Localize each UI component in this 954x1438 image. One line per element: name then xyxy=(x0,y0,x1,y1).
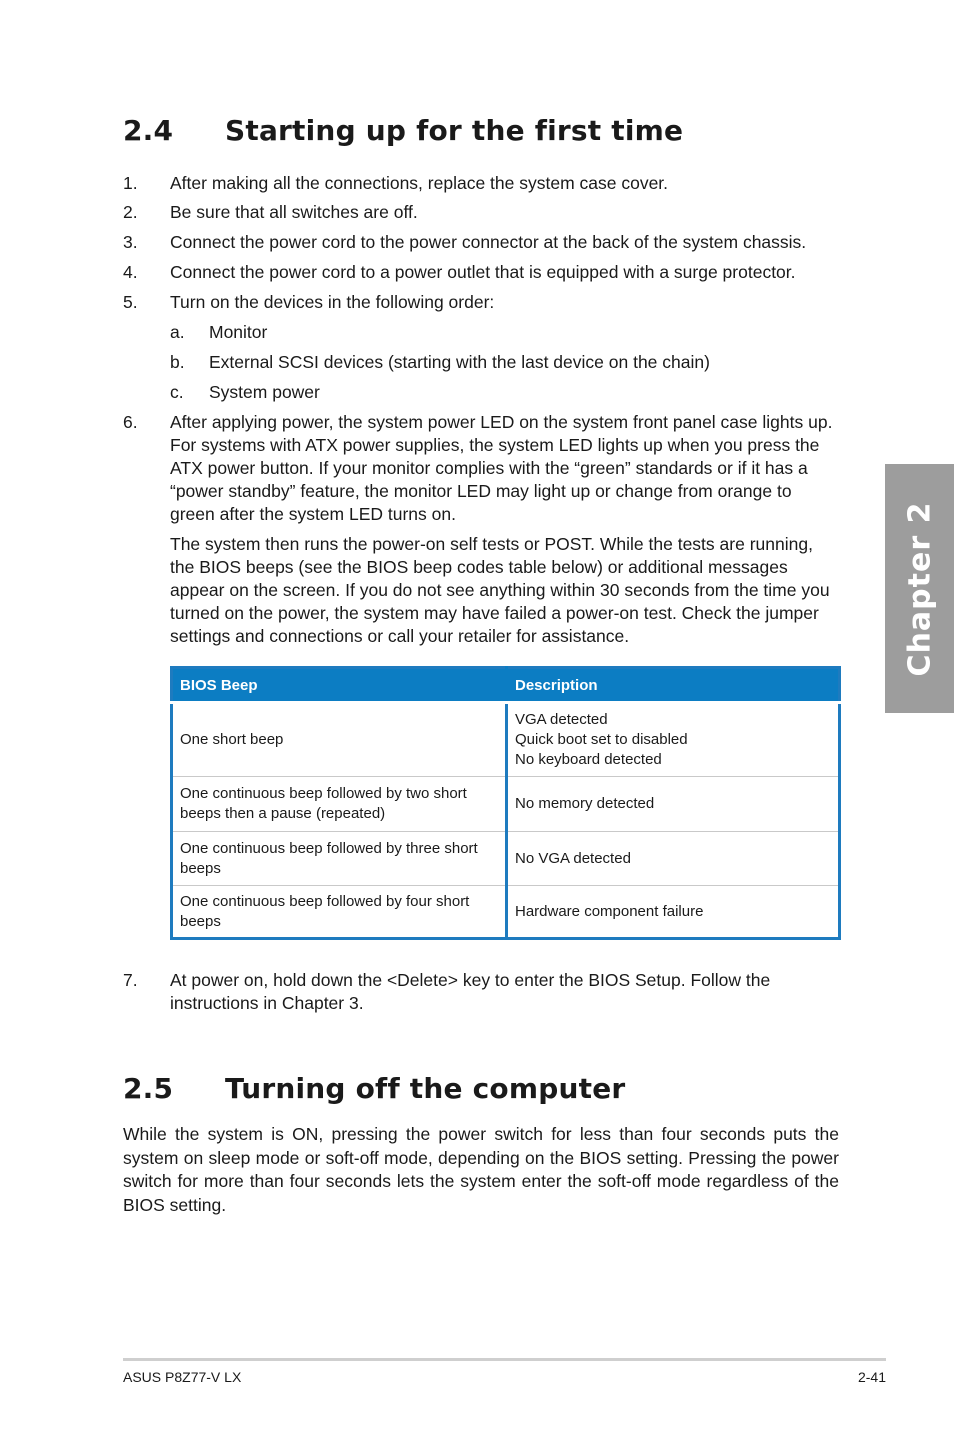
post-paragraph: The system then runs the power-on self tests or POST. While the tests are running, the BIOS beeps (see the BIOS beep codes table below) or additional messages appear on the screen. If you do not see anything within 30 seconds from the time you turned on the power, the system may have failed a power-on test. Check the jumper settings and connections or call your retailer for assistance. xyxy=(170,534,830,646)
step-number: 6. xyxy=(123,412,138,432)
description-line: Quick boot set to disabled xyxy=(515,731,688,748)
column-header-bios-beep: BIOS Beep xyxy=(172,668,507,703)
beep-cell: One short beep xyxy=(172,703,507,777)
sub-step-text: System power xyxy=(209,382,320,402)
step-number: 7. xyxy=(123,970,138,990)
step-number: 5. xyxy=(123,292,138,312)
beep-cell: One continuous beep followed by four short beeps xyxy=(172,886,507,939)
step-text: At power on, hold down the <Delete> key to enter the BIOS Setup. Follow the instructions in Chapter 3. xyxy=(170,970,771,1013)
description-line: No keyboard detected xyxy=(515,751,662,768)
chapter-tab xyxy=(885,464,954,713)
description-line: Hardware component failure xyxy=(515,902,704,920)
table-row xyxy=(172,703,840,777)
table-row xyxy=(172,832,840,886)
bios-beep-table xyxy=(170,666,841,940)
step-text: After applying power, the system power LED on the system front panel case lights up. For systems with ATX power supplies, the system LED lights up when you press the ATX power button. If your monitor complies with the “green” standards or if it has a “power standby” feature, the monitor LED may light up or change from orange to green after the system LED turns on. xyxy=(170,412,833,524)
footer-product-name: ASUS P8Z77-V LX xyxy=(123,1369,242,1385)
description-cell xyxy=(507,703,840,777)
beep-cell: One continuous beep followed by two short beeps then a pause (repeated) xyxy=(172,777,507,832)
section-heading-2-4 xyxy=(123,114,683,147)
description-line: VGA detected xyxy=(515,711,608,728)
step-number: 3. xyxy=(123,232,138,252)
footer-divider xyxy=(123,1358,886,1361)
sub-step-text: Monitor xyxy=(209,322,268,342)
description-cell xyxy=(507,777,840,832)
table-row xyxy=(172,777,840,832)
column-header-description: Description xyxy=(507,668,840,703)
chapter-tab-label: Chapter 2 xyxy=(902,501,937,676)
step-text: After making all the connections, replace the system case cover. xyxy=(170,173,669,193)
step-text: Turn on the devices in the following order: xyxy=(170,292,495,312)
section-heading-2-5 xyxy=(123,1072,625,1105)
footer-page-number: 2-41 xyxy=(857,1369,886,1385)
sub-step-letter: b. xyxy=(170,352,185,372)
section-number: 2.5 xyxy=(123,1072,174,1105)
section-title: Starting up for the first time xyxy=(225,114,684,147)
description-line: No memory detected xyxy=(515,795,655,812)
section-number: 2.4 xyxy=(123,114,174,147)
description-cell xyxy=(507,832,840,886)
description-cell xyxy=(507,886,840,939)
step-number: 2. xyxy=(123,202,138,222)
step-text: Connect the power cord to the power connector at the back of the system chassis. xyxy=(170,232,807,252)
step-number: 1. xyxy=(123,173,138,193)
shutdown-paragraph: While the system is ON, pressing the power switch for less than four seconds puts the system on sleep mode or soft-off mode, depending on the BIOS setting. Pressing the power switch for more than four seconds lets the system enter the soft-off mode regardless of the BIOS setting. xyxy=(123,1124,839,1215)
description-line: No VGA detected xyxy=(515,849,631,867)
step-text: Connect the power cord to a power outlet that is equipped with a surge protector. xyxy=(170,262,796,282)
sub-step-letter: c. xyxy=(170,382,184,402)
sub-step-text: External SCSI devices (starting with the last device on the chain) xyxy=(209,352,710,372)
table-row xyxy=(172,886,840,939)
table-header-row xyxy=(172,668,840,703)
step-text: Be sure that all switches are off. xyxy=(170,202,418,222)
step-number: 4. xyxy=(123,262,138,282)
beep-cell: One continuous beep followed by three short beeps xyxy=(172,832,507,886)
sub-step-letter: a. xyxy=(170,322,185,342)
section-title: Turning off the computer xyxy=(225,1072,626,1105)
